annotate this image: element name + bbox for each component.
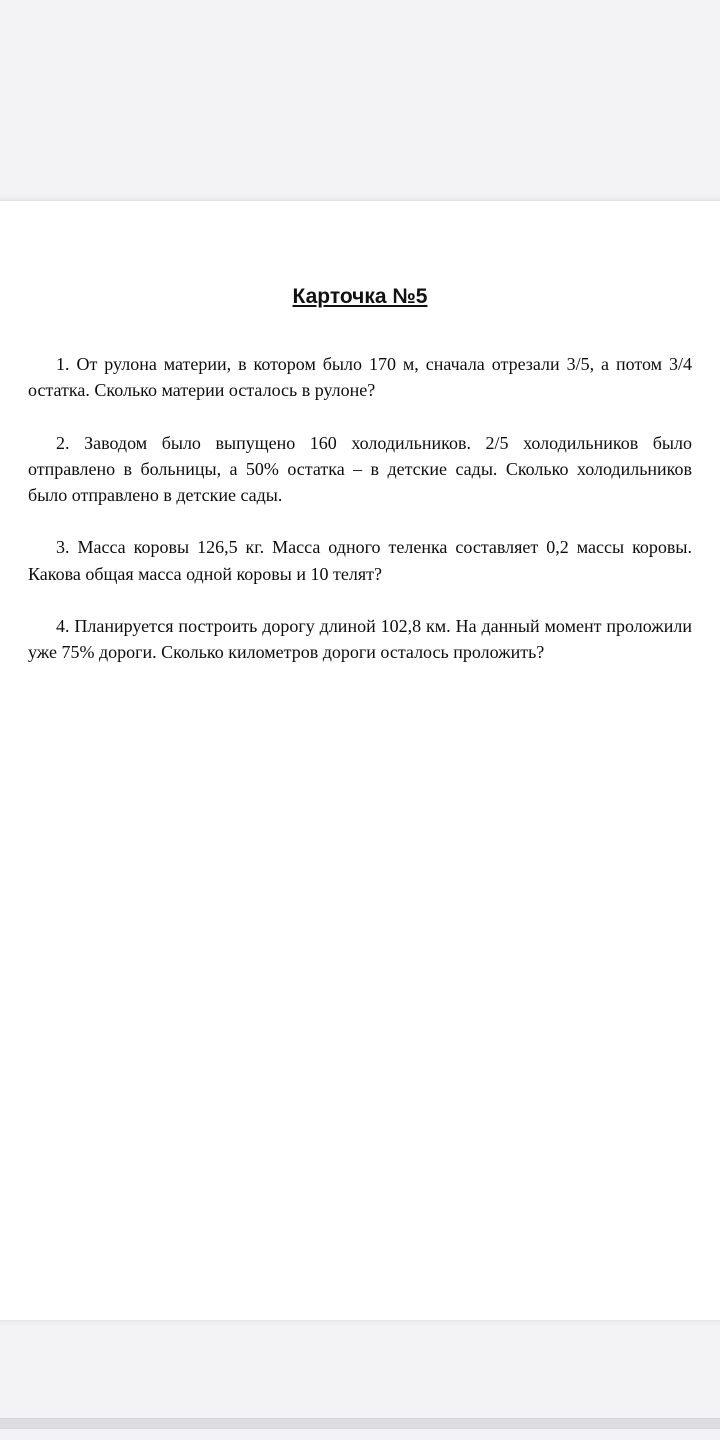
problem-4: 4. Планируется построить дорогу длиной 102,8 км. На данный момент проложили уже 75% дороги. Сколько километров дороги осталось проложить? [28,615,692,663]
problem-1: 1. От рулона материи, в котором было 170 м, сначала отрезали 3/5, а потом 3/4 остатка. Сколько материи осталось в рулоне? [28,354,692,401]
bottom-divider-line [0,1418,720,1429]
page-title: Карточка №5 [292,285,428,308]
problem-3: 3. Масса коровы 126,5 кг. Масса одного теленка составляет 0,2 массы коровы. Какова общая масса одной коровы и 10 телят? [28,537,692,584]
document-page [0,201,720,1320]
viewer-background-bottom [0,1320,720,1440]
problem-2: 2. Заводом было выпущено 160 холодильников. 2/5 холодильников было отправлено в больницы, а 50% остатка – в детские сады. Сколько холодильников было отправлено в детские сады. [28,432,692,506]
viewer-background-top [0,0,720,201]
